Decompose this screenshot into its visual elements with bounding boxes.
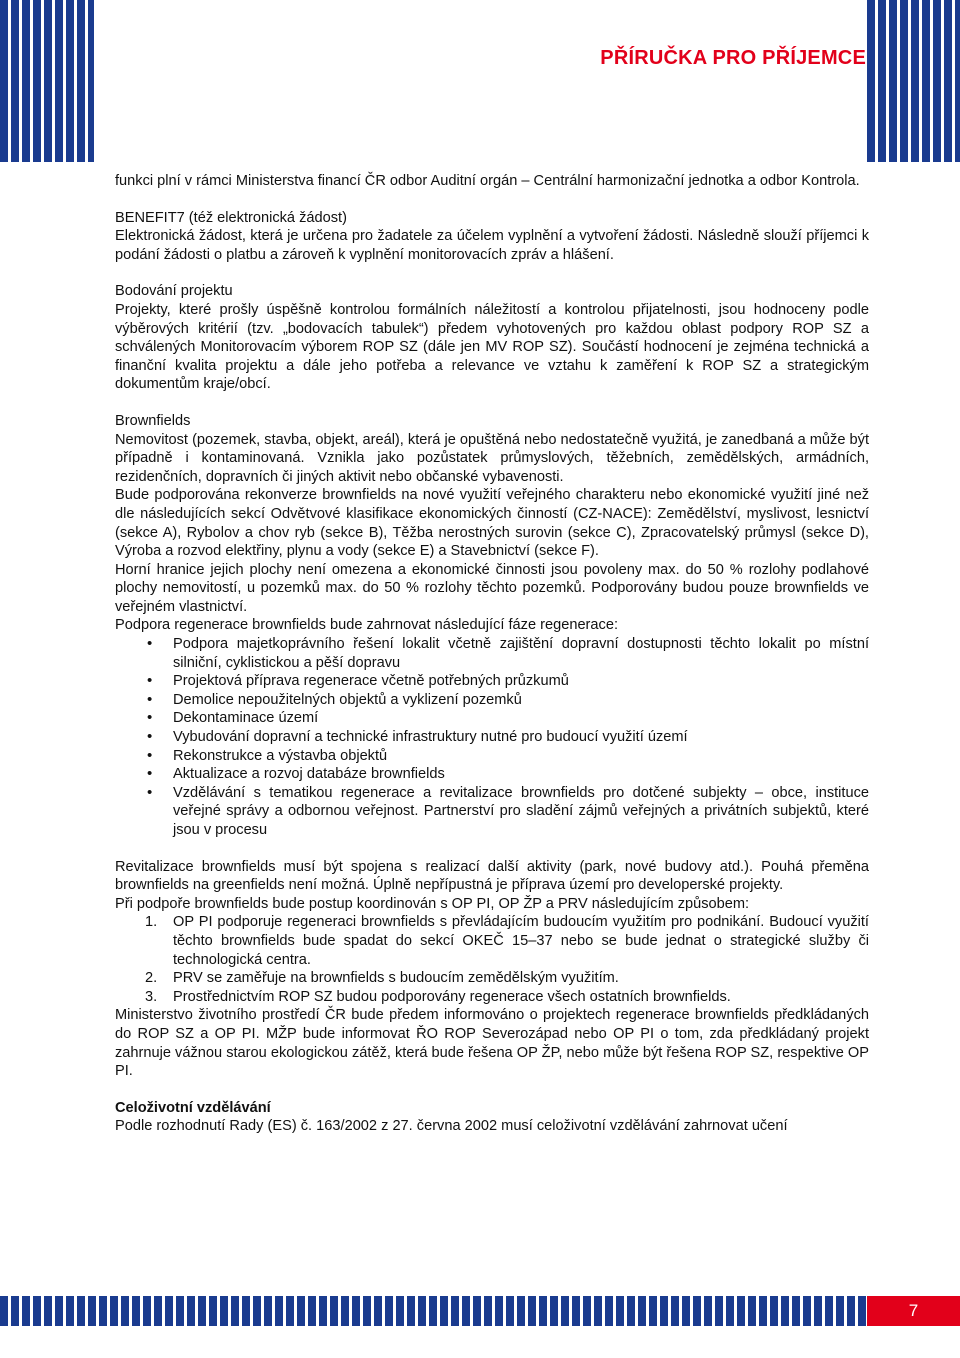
numbered-item [145, 913, 869, 969]
item-number: 3. [145, 988, 158, 1005]
list-item: • Dekontaminace území [173, 709, 869, 728]
item-number: 1. [145, 914, 158, 931]
bodovani-heading: Bodování projektu [115, 283, 233, 300]
benefit-paragraph: Elektronická žádost, která je určena pro žadatele za účelem vyplnění a vytvoření žádosti. Následně slouží příjemci k podání žádosti o platbu a zároveň k vyplnění monitorovacích zpráv a hlášení. [115, 228, 869, 263]
brownfields-heading: Brownfields [115, 412, 191, 429]
list-item: • Vzdělávání s tematikou regenerace a revitalizace brownfields pro dotčené subjekty – obce, instituce veřejné správy a odbornou veřejnost. Partnerství pro sladění zájmů veřejných a privátních subjektů, které jsou v procesu [173, 784, 869, 840]
item-text: PRV se zaměřuje na brownfields s budoucím zemědělským využitím. [173, 970, 619, 987]
page-number: 7 [867, 1296, 960, 1326]
brownfields-paragraph-7: Ministerstvo životního prostředí ČR bude předem informováno o projektech regenerace brownfields předkládaných do ROP SZ a OP PI. MŽP bude informovat ŘO ROP Severozápad nebo OP PI o tom, zda předkládaný projekt zahrnuje vážnou starou ekologickou zátěž, která bude řešena OP ŽP, nebo může být řešena ROP SZ, respektive OP PI. [115, 1007, 869, 1080]
list-item: • Projektová příprava regenerace včetně potřebných průzkumů [173, 672, 869, 691]
benefit-heading: BENEFIT7 (též elektronická žádost) [115, 209, 347, 226]
brownfields-paragraph-5: Revitalizace brownfields musí být spojena s realizací další aktivity (park, nové budovy atd.). Pouhá přeměna brownfields na greenfields není možná. Úplně nepřípustná je příprava území pro developerské projekty. [115, 858, 869, 894]
list-item: • Podpora majetkoprávního řešení lokalit včetně zajištění dopravní dostupnosti těchto lokalit po místní silniční, cyklistickou a pěší dopravu [173, 635, 869, 672]
list-item: • Aktualizace a rozvoj databáze brownfields [173, 765, 869, 784]
celozivotni-heading: Celoživotní vzdělávání [115, 1099, 271, 1116]
brownfields-paragraph-2: Bude podporována rekonverze brownfields na nové využití veřejného charakteru nebo ekonomické využití jiné než dle následujících sekcí Odvětvové klasifikace ekonomických činností (CZ-NACE): Zemědělství, myslivost, lesnictví (sekce A), Rybolov a chov ryb (sekce B), Těžba nerostných surovin (sekce C), Zpracovatelský průmysl (sekce D), Výroba a rozvod elektřiny, plynu a vody (sekce E) a Stavebnictví (sekce F). [115, 487, 869, 560]
regeneration-phases-list [115, 635, 869, 840]
page-header-title: PŘÍRUČKA PRO PŘÍJEMCE [600, 47, 866, 69]
numbered-item [145, 988, 869, 1007]
brownfields-paragraph-3: Horní hranice jejich plochy není omezena a ekonomické činnosti jsou povoleny max. do 50 % rozlohy podlahové plochy nemovitostí, u pozemků max. do 50 % rozlohy těchto pozemků. Podporovány budou pouze brownfields ve veřejném vlastnictví. [115, 561, 869, 615]
footer-stripes [0, 1296, 960, 1326]
list-item: • Demolice nepoužitelných objektů a vyklizení pozemků [173, 691, 869, 710]
item-text: Prostřednictvím ROP SZ budou podporovány regenerace všech ostatních brownfields. [173, 988, 731, 1005]
brownfields-paragraph-1: Nemovitost (pozemek, stavba, objekt, areál), která je opuštěná nebo nedostatečně využitá, je zanedbaná a může být případně i kontaminovaná. Vznikla jako pozůstatek průmyslových, těžebních, zemědělských, armádních, rezidenčních, dopravních či jiných aktivit nebo občanské vybavenosti. [115, 431, 869, 485]
header-stripes-right [867, 0, 960, 162]
header-stripes-left [0, 0, 94, 162]
item-number: 2. [145, 970, 158, 987]
celozivotni-paragraph: Podle rozhodnutí Rady (ES) č. 163/2002 z 27. června 2002 musí celoživotní vzdělávání zahrnovat učení [115, 1118, 788, 1135]
item-text: OP PI podporuje regeneraci brownfields s převládajícím budoucím využitím pro podnikání. Budoucí využití těchto brownfields bude spadat do sekcí OKEČ 15–37 nebo se bude jednat o strategické služby či technologická centra. [173, 914, 869, 968]
document-body [115, 172, 869, 1136]
brownfields-paragraph-4: Podpora regenerace brownfields bude zahrnovat následující fáze regenerace: [115, 617, 618, 634]
list-item: • Rekonstrukce a výstavba objektů [173, 747, 869, 766]
brownfields-paragraph-6: Při podpoře brownfields bude postup koordinován s OP PI, OP ŽP a PRV následujícím způsobem: [115, 895, 750, 912]
numbered-item [145, 969, 869, 988]
coordination-list [115, 913, 869, 1006]
bodovani-paragraph: Projekty, které prošly úspěšně kontrolou formálních náležitostí a kontrolou přijatelnosti, jsou hodnoceny podle výběrových kritérií (tzv. „bodovacích tabulek“) předem vyhotovených pro každou oblast podpory ROP SZ a schválených Monitorovacím výborem ROP SZ (dále jen MV ROP SZ). Součástí hodnocení je zejména technická a finanční kvalita projektu a dále jeho potřeba a relevance ve vztahu k zaměření k ROP SZ a strategickým dokumentům kraje/obcí. [115, 301, 869, 393]
list-item: • Vybudování dopravní a technické infrastruktury nutné pro budoucí využití území [173, 728, 869, 747]
intro-paragraph: funkci plní v rámci Ministerstva financí ČR odbor Auditní orgán – Centrální harmonizační jednotka a odbor Kontrola. [115, 173, 860, 189]
